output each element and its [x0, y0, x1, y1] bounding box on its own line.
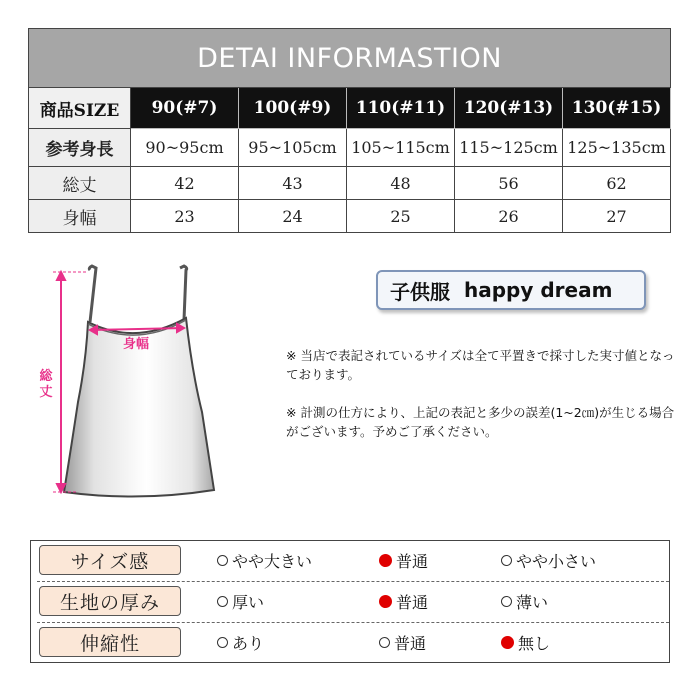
- fit-label: 生地の厚み: [39, 586, 181, 616]
- length-label-top: 総: [39, 369, 53, 384]
- fit-row-size: [31, 541, 669, 581]
- radio-empty-icon: [501, 596, 512, 607]
- table-cell: 56: [455, 167, 563, 200]
- radio-empty-icon: [217, 596, 228, 607]
- table-header-row: [29, 88, 671, 129]
- radio-filled-icon: [501, 636, 514, 649]
- length-label-bottom: 丈: [39, 385, 53, 400]
- strap-left: [89, 266, 96, 322]
- table-cell: 95~105cm: [239, 129, 347, 167]
- table-cell: 24: [239, 200, 347, 233]
- fit-option: 厚い: [217, 590, 264, 613]
- table-cell: 105~115cm: [347, 129, 455, 167]
- fit-option-selected: 無し: [501, 631, 550, 654]
- brand-badge: [376, 270, 646, 310]
- table-cell: 25: [347, 200, 455, 233]
- table-cell: 90~95cm: [131, 129, 239, 167]
- fit-option: 薄い: [501, 590, 548, 613]
- table-cell: 62: [563, 167, 671, 200]
- header-label: 商品SIZE: [29, 88, 131, 129]
- fit-row-stretch: [31, 623, 669, 663]
- brand-name-en: happy dream: [464, 278, 613, 302]
- note-measure-method: ※ 当店で表記されているサイズは全て平置きで採寸した実寸値となっております。: [286, 348, 675, 382]
- size-header: 120(#13): [455, 88, 563, 129]
- fit-option-selected: 普通: [379, 590, 428, 613]
- row-label: 参考身長: [29, 129, 131, 167]
- table-cell: 43: [239, 167, 347, 200]
- fit-option: 普通: [379, 631, 426, 654]
- radio-empty-icon: [217, 555, 228, 566]
- table-row: [29, 200, 671, 233]
- fit-option: やや小さい: [501, 549, 596, 572]
- fit-option: やや大きい: [217, 549, 312, 572]
- table-cell: 23: [131, 200, 239, 233]
- size-header: 110(#11): [347, 88, 455, 129]
- fit-rating-panel: [30, 540, 670, 663]
- radio-filled-icon: [379, 595, 392, 608]
- fit-row-thickness: [31, 582, 669, 622]
- table-cell: 26: [455, 200, 563, 233]
- row-label: 身幅: [29, 200, 131, 233]
- size-header: 90(#7): [131, 88, 239, 129]
- row-label: 総丈: [29, 167, 131, 200]
- fit-label: 伸縮性: [39, 627, 181, 657]
- brand-name-jp: 子供服: [390, 279, 450, 304]
- table-cell: 115~125cm: [455, 129, 563, 167]
- table-cell: 125~135cm: [563, 129, 671, 167]
- table-title: DETAI INFORMASTION: [29, 29, 671, 88]
- fit-label: サイズ感: [39, 545, 181, 575]
- notes: [286, 346, 686, 460]
- radio-empty-icon: [379, 637, 390, 648]
- table-row: [29, 167, 671, 200]
- radio-empty-icon: [217, 637, 228, 648]
- radio-filled-icon: [379, 554, 392, 567]
- width-label: 身幅: [122, 337, 150, 352]
- table-cell: 27: [563, 200, 671, 233]
- table-cell: 42: [131, 167, 239, 200]
- table-row: [29, 129, 671, 167]
- note-measure-error: ※ 計測の仕方により、上記の表記と多少の誤差(1~2㎝)が生じる場合がございます。予めご了承ください。: [286, 405, 675, 439]
- fit-option: あり: [217, 631, 264, 654]
- fit-option-selected: 普通: [379, 549, 428, 572]
- table-cell: 48: [347, 167, 455, 200]
- size-table: [28, 28, 671, 233]
- size-header: 130(#15): [563, 88, 671, 129]
- strap-right: [180, 266, 187, 320]
- radio-empty-icon: [501, 555, 512, 566]
- camisole-illustration: [38, 262, 238, 502]
- size-header: 100(#9): [239, 88, 347, 129]
